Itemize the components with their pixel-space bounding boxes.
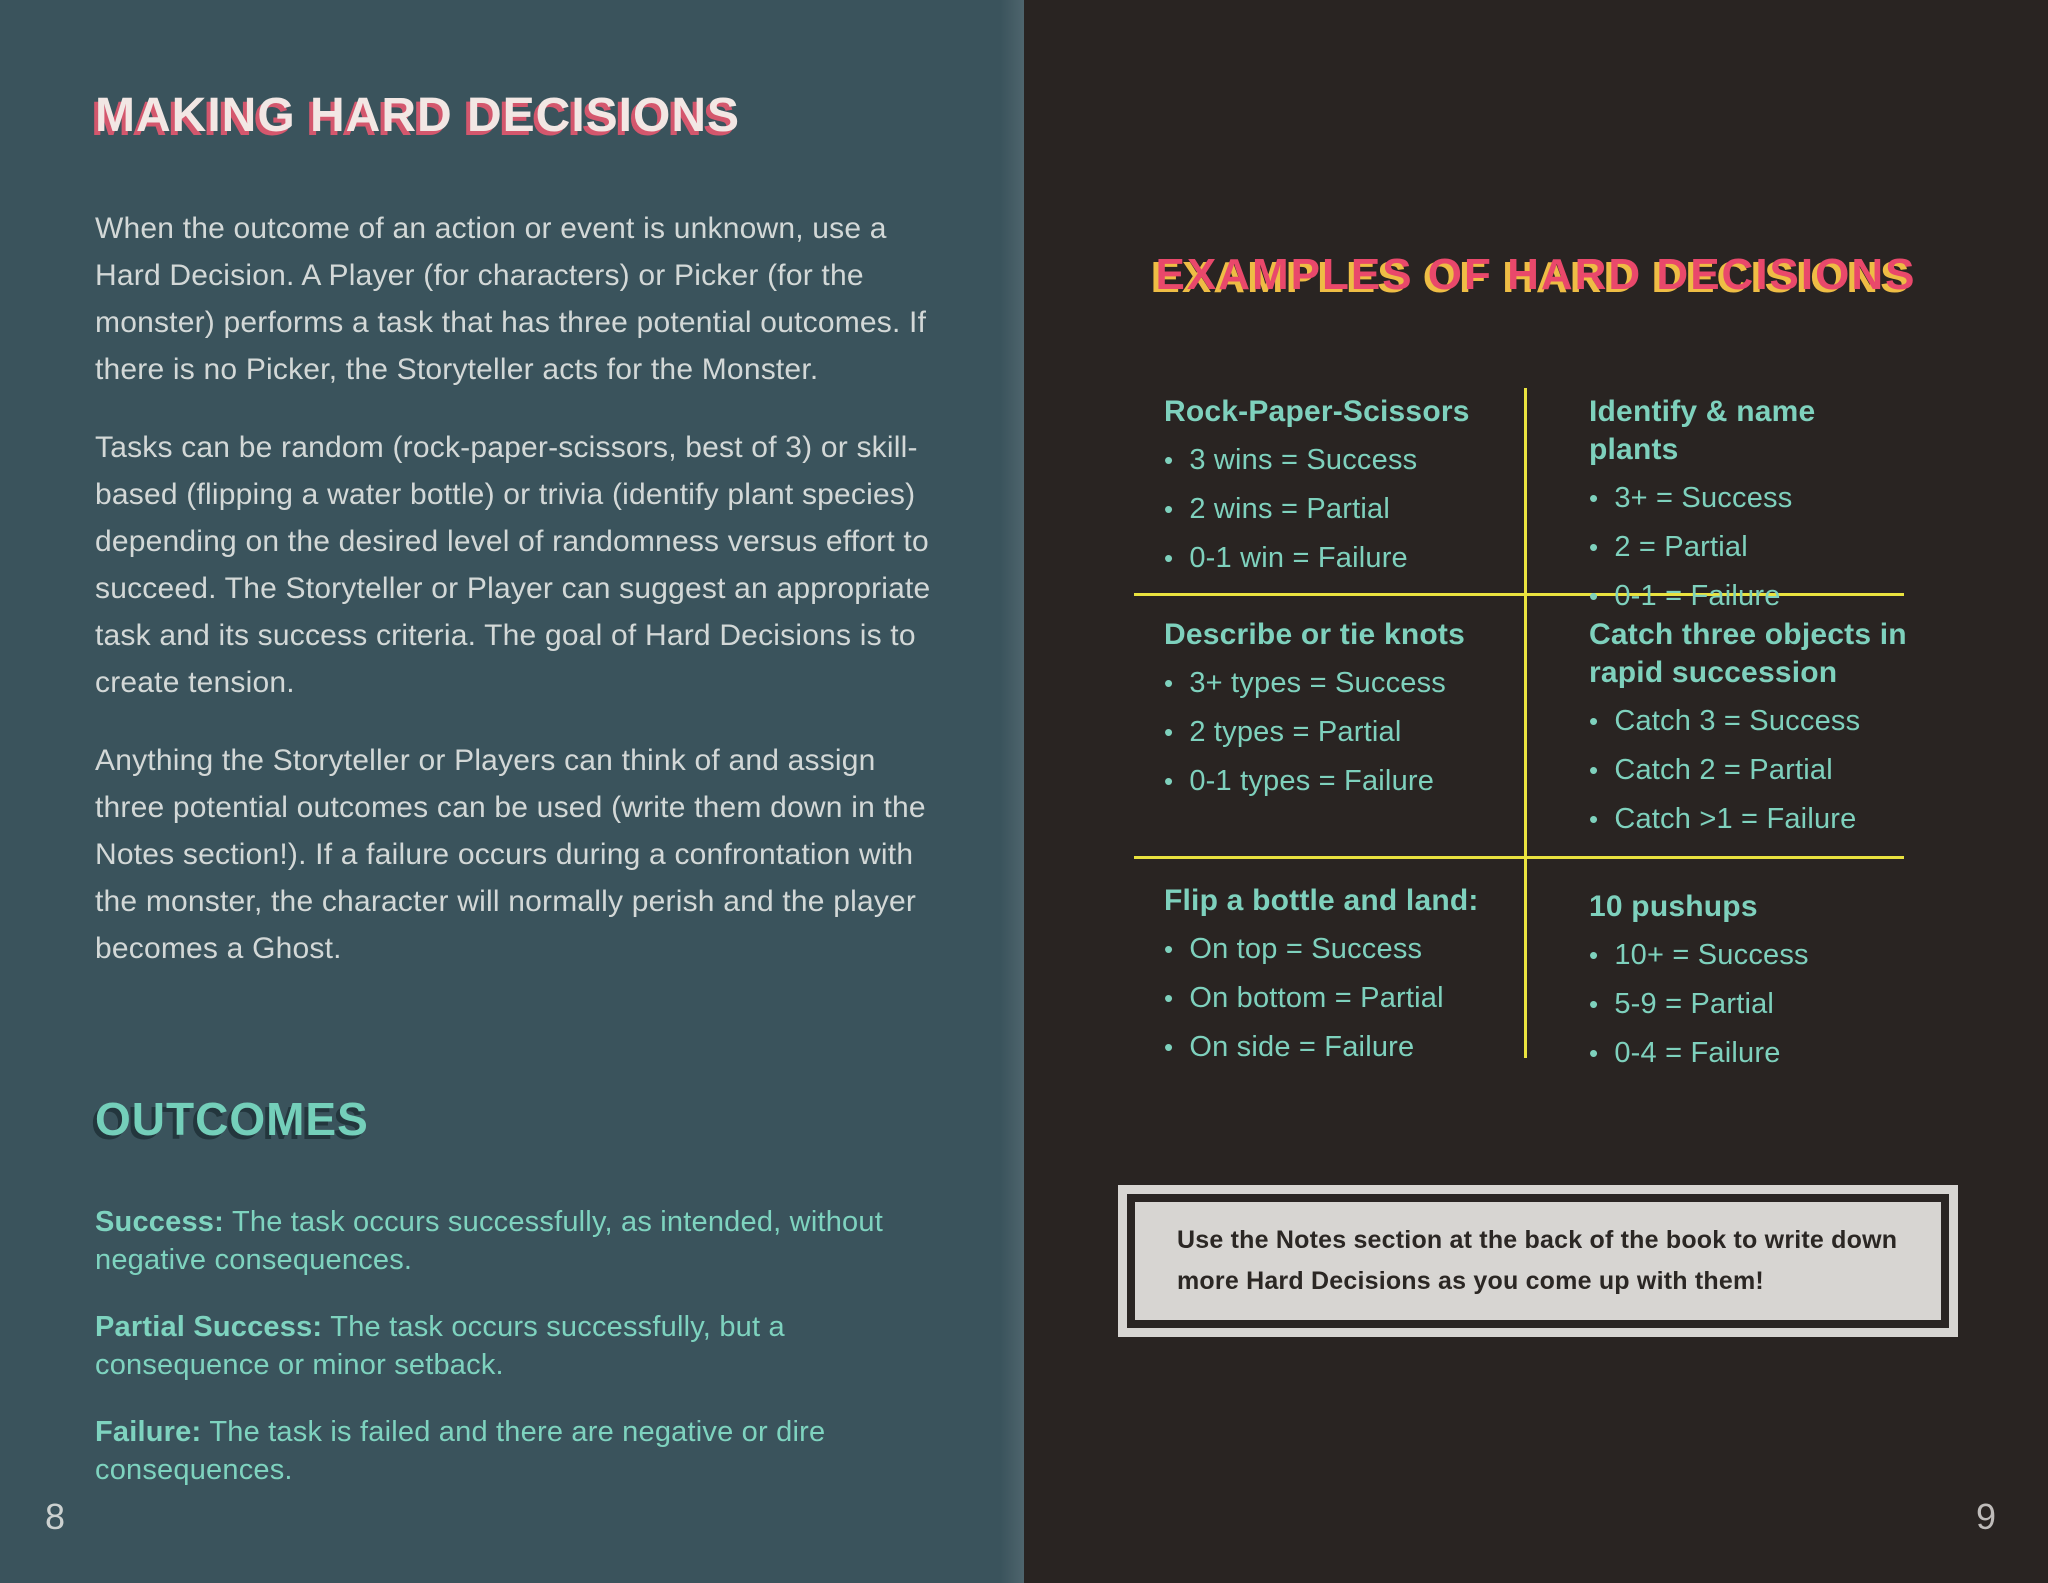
right-page — [1024, 0, 2048, 1583]
example-describe-tie-knots — [1164, 616, 1509, 814]
paragraph-tasks: Tasks can be random (rock-paper-scissors, best of 3) or skill-based (flipping a water bottle) or trivia (identify plant species) depending on the desired level of randomness versus effort to succeed. The Storyteller or Player can suggest an appropriate task and its success criteria. The goal of Hard Decisions is to create tension. — [95, 431, 931, 699]
notes-callout-text: Use the Notes section at the back of the book to write down more Hard Decisions as you come up with them! — [1177, 1226, 1898, 1295]
bullet-item: • 3 wins = Success — [1164, 444, 1499, 477]
notes-callout-inner-frame — [1127, 1194, 1949, 1328]
outcome-partial-success — [95, 1308, 905, 1384]
bullet-item: • 0-4 = Failure — [1589, 1037, 1914, 1070]
paragraph-anything: Anything the Storyteller or Players can think of and assign three potential outcomes can be used (write them down in the Notes section!). If a failure occurs during a confrontation with the monster, the character will normally perish and the player becomes a Ghost. — [95, 744, 926, 965]
page-number-left: 8 — [45, 1496, 66, 1537]
example-bullets — [1589, 939, 1914, 1070]
bullet-item: • 2 wins = Partial — [1164, 493, 1499, 526]
grid-vertical-divider — [1524, 388, 1527, 1058]
bullet-item: • On bottom = Partial — [1164, 982, 1509, 1015]
bullet-item: • 3+ types = Success — [1164, 667, 1509, 700]
bullet-item: • Catch 3 = Success — [1589, 705, 1924, 738]
outcome-failure-label: Failure: — [95, 1416, 202, 1448]
bullet-item: • 5-9 = Partial — [1589, 988, 1914, 1021]
outcome-success-text: The task occurs successfully, as intended, without negative consequences. — [95, 1206, 883, 1276]
page-title-examples-of-hard-decisions: EXAMPLES OF HARD DECISIONS — [1155, 250, 1917, 299]
example-title: Rock-Paper-Scissors — [1164, 395, 1470, 428]
bullet-item: • 0-1 = Failure — [1589, 580, 1904, 613]
example-10-pushups — [1589, 888, 1914, 1086]
outcome-failure-text: The task is failed and there are negative or dire consequences. — [95, 1416, 826, 1486]
bullet-item: • On top = Success — [1164, 933, 1509, 966]
example-rock-paper-scissors — [1164, 393, 1499, 591]
example-bullets — [1164, 933, 1509, 1064]
bullet-item: • 0-1 types = Failure — [1164, 765, 1509, 798]
bullet-item: • 3+ = Success — [1589, 482, 1904, 515]
bullet-item: • 0-1 win = Failure — [1164, 542, 1499, 575]
example-identify-plants — [1589, 393, 1904, 629]
example-title: Catch three objects in rapid succession — [1589, 618, 1907, 689]
example-bullets — [1164, 667, 1509, 798]
bullet-item: • 2 types = Partial — [1164, 716, 1509, 749]
example-catch-three-objects — [1589, 616, 1924, 852]
bullet-item: • 2 = Partial — [1589, 531, 1904, 564]
bullet-item: • Catch >1 = Failure — [1589, 803, 1924, 836]
body-text — [95, 205, 953, 1003]
example-bullets — [1164, 444, 1499, 575]
outcome-partial-label: Partial Success: — [95, 1311, 323, 1343]
example-title: Identify & name plants — [1589, 395, 1816, 466]
page-title-making-hard-decisions: MAKING HARD DECISIONS — [95, 89, 741, 142]
outcome-failure — [95, 1413, 905, 1489]
bullet-item: • On side = Failure — [1164, 1031, 1509, 1064]
bullet-item: • 10+ = Success — [1589, 939, 1914, 972]
outcome-partial-text: The task occurs successfully, but a consequence or minor setback. — [95, 1311, 785, 1381]
example-title: Describe or tie knots — [1164, 618, 1465, 651]
example-title: Flip a bottle and land: — [1164, 884, 1479, 917]
example-flip-bottle — [1164, 882, 1509, 1080]
paragraph-intro: When the outcome of an action or event is unknown, use a Hard Decision. A Player (for characters) or Picker (for the monster) performs a task that has three potential outcomes. If there is no Picker, the Storyteller acts for the Monster. — [95, 212, 927, 386]
grid-horizontal-divider-2 — [1134, 856, 1904, 859]
section-title-outcomes: OUTCOMES — [95, 1093, 369, 1145]
outcomes-list — [95, 1203, 905, 1518]
outcome-success — [95, 1203, 905, 1279]
examples-grid — [1134, 388, 1907, 1069]
example-bullets — [1589, 482, 1904, 613]
example-title: 10 pushups — [1589, 890, 1758, 923]
example-bullets — [1589, 705, 1924, 836]
bullet-item: • Catch 2 = Partial — [1589, 754, 1924, 787]
notes-callout-box — [1118, 1185, 1958, 1337]
page-number-right: 9 — [1975, 1496, 1996, 1537]
outcome-success-label: Success: — [95, 1206, 224, 1238]
